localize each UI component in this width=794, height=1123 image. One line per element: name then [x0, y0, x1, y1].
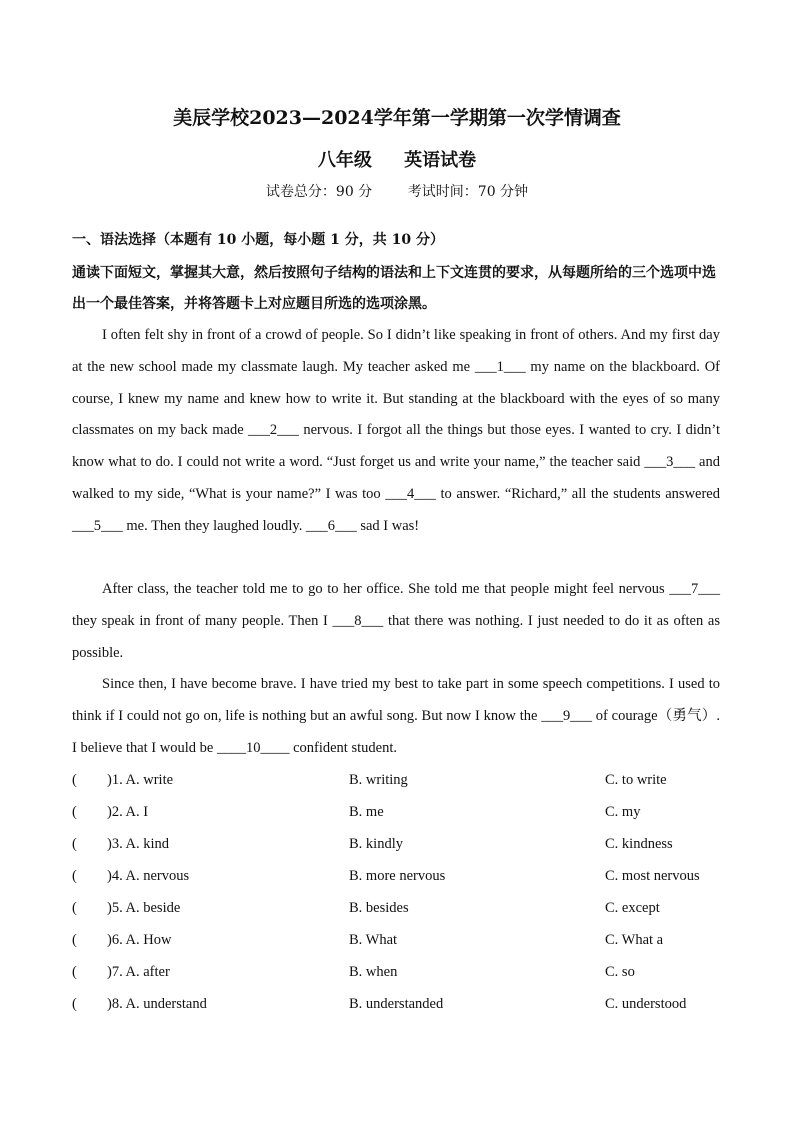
option-b: B. kindly: [349, 836, 403, 852]
answer-blank: (: [72, 868, 77, 884]
option-c: C. most nervous: [605, 868, 700, 884]
option-a: )5. A. beside: [107, 900, 181, 916]
option-b: B. when: [349, 964, 398, 980]
option-c: C. kindness: [605, 836, 673, 852]
question-row: [72, 956, 732, 988]
question-row: [72, 796, 732, 828]
question-row: [72, 892, 732, 924]
option-a: )3. A. kind: [107, 836, 170, 852]
option-b: B. understanded: [349, 996, 444, 1012]
question-list: [72, 764, 732, 1020]
exam-info: 试卷总分：90 分 考试时间：70 分钟: [265, 184, 529, 200]
option-a: )7. A. after: [107, 964, 170, 980]
option-a: )2. A. I: [107, 804, 149, 820]
answer-blank: (: [72, 964, 77, 980]
option-b: B. What: [349, 932, 398, 948]
answer-blank: (: [72, 932, 77, 948]
answer-blank: (: [72, 900, 77, 916]
option-c: C. to write: [605, 772, 667, 788]
question-row: [72, 860, 732, 892]
school-title: 美辰学校2023—2024学年第一学期第一次学情调查: [173, 107, 621, 129]
passage-paragraph-3: Since then, I have become brave. I have tried my best to take part in some speech competitions. I used to think if I could not go on, life is nothing but an awful song. But now I know the ___9___ of courage（勇气）. I believe that I would be ____10____ confident student.: [72, 676, 720, 756]
question-row: [72, 828, 732, 860]
option-c: C. so: [605, 964, 635, 980]
question-row: [72, 924, 732, 956]
answer-blank: (: [72, 996, 77, 1012]
option-b: B. more nervous: [349, 868, 446, 884]
option-c: C. What a: [605, 932, 664, 948]
passage-paragraph-2: After class, the teacher told me to go to her office. She told me that people might feel nervous ___7___ they speak in front of many people. Then I ___8___ that there was nothing. I just needed to do it as often as possible.: [72, 581, 720, 661]
passage-paragraph-1: I often felt shy in front of a crowd of people. So I didn’t like speaking in front of others. And my first day at the new school made my classmate laugh. My teacher asked me ___1___ my name on the blackboard. Of course, I knew my name and knew how to write it. But standing at the blackboard with the eyes of so many classmates on my back made ___2___ nervous. I forgot all the things but those eyes. I wanted to cry. I didn’t know what to do. I could not write a word. “Just forget us and write your name,” the teacher said ___3___ and walked to my side, “What is your name?” I was too ___4___ to answer. “Richard,” all the students answered ___5___ me. Then they laughed loudly. ___6___ sad I was!: [72, 327, 720, 534]
section-heading: 一、语法选择（本题有 10 小题，每小题 1 分，共 10 分）: [72, 232, 444, 248]
section-instructions: 通读下面短文，掌握其大意，然后按照句子结构的语法和上下文连贯的要求，从每题所给的三个选项中选出一个最佳答案，并将答题卡上对应题目所选的选项涂黑。: [72, 265, 716, 312]
answer-blank: (: [72, 804, 77, 820]
option-a: )8. A. understand: [107, 996, 207, 1012]
option-b: B. writing: [349, 772, 408, 788]
option-b: B. besides: [349, 900, 409, 916]
question-row: [72, 988, 732, 1020]
option-c: C. understood: [605, 996, 687, 1012]
answer-blank: (: [72, 836, 77, 852]
answer-blank: (: [72, 772, 77, 788]
option-a: )6. A. How: [107, 932, 172, 948]
option-c: C. my: [605, 804, 641, 820]
option-a: )4. A. nervous: [107, 868, 190, 884]
option-a: )1. A. write: [107, 772, 174, 788]
exam-subtitle: 八年级 英语试卷: [317, 150, 477, 171]
question-row: [72, 764, 732, 796]
option-b: B. me: [349, 804, 384, 820]
option-c: C. except: [605, 900, 660, 916]
